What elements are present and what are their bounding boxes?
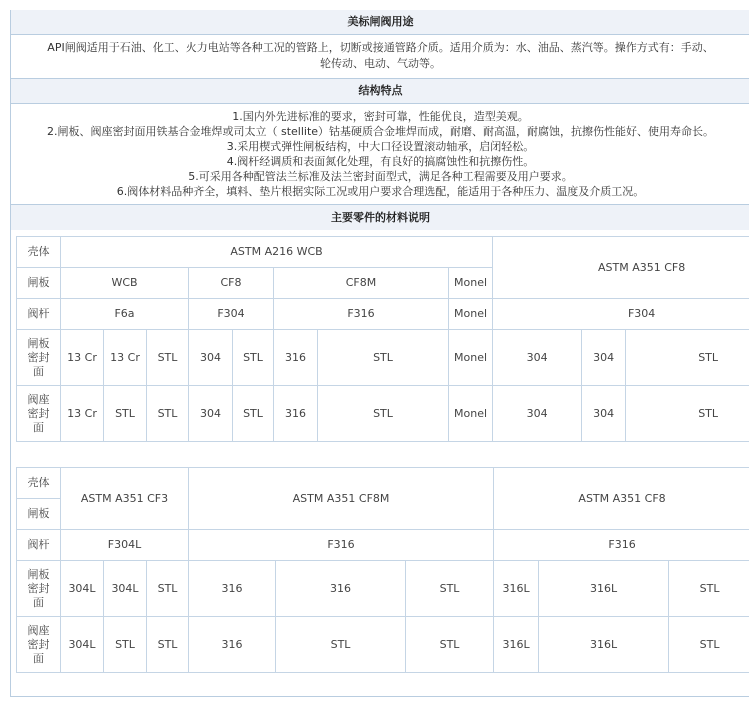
table-cell: STL — [626, 386, 749, 442]
table-cell: 316L — [494, 561, 539, 617]
table-cell: 316 — [274, 386, 318, 442]
table-cell: Monel — [449, 268, 493, 299]
table-cell: 316L — [539, 561, 669, 617]
table-row — [17, 386, 749, 442]
table-cell: 304 — [493, 386, 582, 442]
table-cell: 316L — [539, 617, 669, 673]
table-cell: 304 — [493, 330, 582, 386]
valve-info-panel — [10, 10, 749, 697]
table-cell: Monel — [449, 299, 493, 330]
table-cell: 304 — [189, 386, 233, 442]
table-cell: F304L — [61, 530, 189, 561]
table-cell: 13 Cr — [104, 330, 147, 386]
table-cell: 304 — [582, 386, 626, 442]
table-cell: ASTM A351 CF8 — [494, 468, 749, 530]
row-label-stem: 阀杆 — [17, 530, 61, 561]
usage-line-1: API闸阀适用于石油、化工、火力电站等各种工况的管路上，切断或接通管路介质。适用介质为：水、油品、蒸汽等。操作方式有：手动、 — [47, 41, 714, 54]
feature-line-3: 3.采用楔式弹性闸板结构，中大口径设置滚动轴承，启闭轻松。 — [226, 140, 535, 153]
section-features-title: 结构特点 — [11, 79, 749, 104]
materials-table-2 — [16, 467, 749, 673]
table-cell: CF8 — [189, 268, 274, 299]
row-label-gate-seal: 闸板 密封 面 — [17, 330, 61, 386]
table-cell: STL — [104, 617, 147, 673]
table-cell: STL — [233, 330, 274, 386]
table-row — [17, 468, 749, 499]
table-cell: 316L — [494, 617, 539, 673]
row-label-seat-seal: 阀座 密封 面 — [17, 386, 61, 442]
table-cell: STL — [147, 330, 189, 386]
row-label-stem: 阀杆 — [17, 299, 61, 330]
table-cell: F316 — [189, 530, 494, 561]
table-cell: Monel — [449, 330, 493, 386]
table-cell: 316 — [189, 617, 276, 673]
table-cell: 304L — [104, 561, 147, 617]
table-cell: F6a — [61, 299, 189, 330]
table-cell: 304 — [582, 330, 626, 386]
table-cell: F316 — [274, 299, 449, 330]
table-cell: 304L — [61, 561, 104, 617]
table-cell: 316 — [276, 561, 406, 617]
feature-line-5: 5.可采用各种配管法兰标准及法兰密封面型式，满足各种工程需要及用户要求。 — [188, 170, 573, 183]
table-cell: 13 Cr — [61, 386, 104, 442]
table-cell: STL — [147, 386, 189, 442]
row-label-seat-seal: 阀座 密封 面 — [17, 617, 61, 673]
table-row — [17, 237, 749, 268]
table-cell: STL — [147, 561, 189, 617]
table-cell: F304 — [493, 299, 749, 330]
table-cell: STL — [318, 386, 449, 442]
table-row — [17, 561, 749, 617]
table-cell: ASTM A351 CF8 — [493, 237, 749, 299]
table-cell: STL — [104, 386, 147, 442]
materials-table-1 — [16, 236, 749, 442]
table-cell: 316 — [189, 561, 276, 617]
table-cell: STL — [669, 561, 749, 617]
table-cell: F316 — [494, 530, 749, 561]
table-cell: STL — [406, 617, 494, 673]
table-row — [17, 530, 749, 561]
table-cell: WCB — [61, 268, 189, 299]
section-materials-title: 主要零件的材料说明 — [11, 205, 749, 230]
table-cell: ASTM A351 CF3 — [61, 468, 189, 530]
feature-line-1: 1.国内外先进标准的要求，密封可靠，性能优良，造型美观。 — [232, 110, 529, 123]
row-label-body: 壳体 — [17, 237, 61, 268]
table-cell: STL — [147, 617, 189, 673]
table-cell: STL — [276, 617, 406, 673]
table-row — [17, 299, 749, 330]
row-label-gate: 闸板 — [17, 499, 61, 530]
section-usage-title: 美标闸阀用途 — [11, 10, 749, 35]
table-row — [17, 617, 749, 673]
table-cell: CF8M — [274, 268, 449, 299]
row-label-body: 壳体 — [17, 468, 61, 499]
table-cell: ASTM A216 WCB — [61, 237, 493, 268]
table-cell: STL — [406, 561, 494, 617]
table-cell: STL — [233, 386, 274, 442]
table-cell: ASTM A351 CF8M — [189, 468, 494, 530]
row-label-gate: 闸板 — [17, 268, 61, 299]
table-cell: STL — [318, 330, 449, 386]
feature-line-4: 4.阀杆经调质和表面氮化处理，有良好的搞腐蚀性和抗擦伤性。 — [226, 155, 535, 168]
table-cell: 316 — [274, 330, 318, 386]
table-cell: F304 — [189, 299, 274, 330]
table-cell: Monel — [449, 386, 493, 442]
table-cell: 304L — [61, 617, 104, 673]
table-cell: 304 — [189, 330, 233, 386]
usage-line-2: 轮传动、电动、气动等。 — [320, 57, 441, 70]
table-cell: 13 Cr — [61, 330, 104, 386]
feature-line-6: 6.阀体材料品种齐全，填料、垫片根据实际工况或用户要求合理选配，能适用于各种压力、温度及介质工况。 — [116, 185, 645, 198]
table-row — [17, 330, 749, 386]
feature-line-2: 2.闸板、阀座密封面用铁基合金堆焊或司太立（ stellite）钴基硬质合金堆焊而成，耐磨、耐高温，耐腐蚀，抗擦伤性能好、使用寿命长。 — [46, 125, 715, 138]
table-cell: STL — [626, 330, 749, 386]
row-label-gate-seal: 闸板 密封 面 — [17, 561, 61, 617]
table-cell: STL — [669, 617, 749, 673]
